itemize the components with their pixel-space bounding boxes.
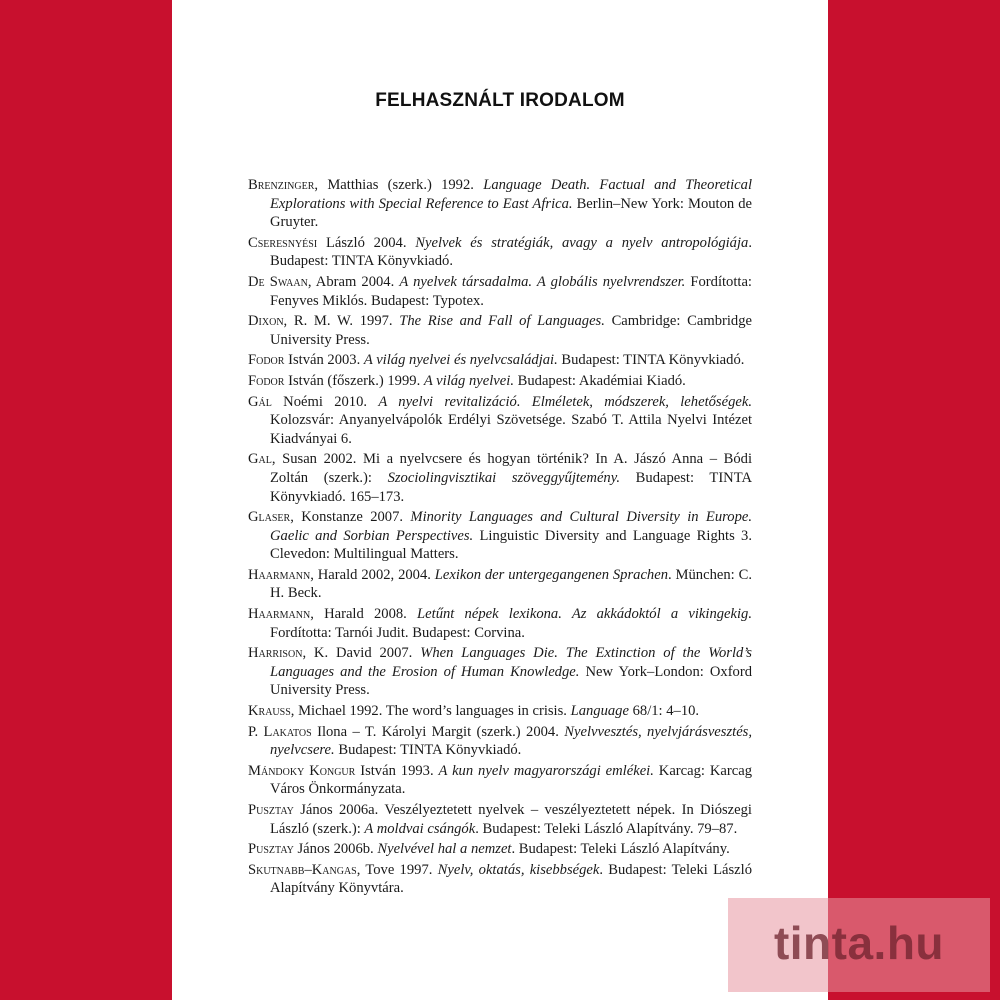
reference-details: , Abram 2004. bbox=[307, 273, 400, 290]
reference-entry bbox=[248, 450, 752, 506]
reference-entry bbox=[248, 723, 752, 760]
reference-entry bbox=[248, 605, 752, 642]
reference-entry bbox=[248, 176, 752, 232]
reference-details: János 2006b. bbox=[293, 841, 378, 858]
reference-author: Krauss bbox=[248, 703, 291, 720]
reference-title: When Languages Die. The Extinction of the World’s Languages and the Erosion of Human Knowledge. bbox=[270, 645, 752, 680]
reference-entry bbox=[248, 273, 752, 310]
reference-title: Letűnt népek lexikona. Az akkádoktól a vikingekig. bbox=[417, 606, 752, 623]
page-title: FELHASZNÁLT IRODALOM bbox=[375, 90, 625, 111]
reference-publisher: Fordította: Tarnói Judit. Budapest: Corvina. bbox=[270, 624, 525, 641]
reference-author: Mándoky Kongur bbox=[248, 762, 356, 779]
reference-author: Haarmann bbox=[248, 606, 311, 623]
reference-details: , Tove 1997. bbox=[356, 861, 438, 878]
reference-title: A moldvai csángók bbox=[364, 820, 476, 837]
reference-title: Nyelvek és stratégiák, avagy a nyelv antropológiája bbox=[415, 234, 749, 251]
reference-entry bbox=[248, 508, 752, 564]
reference-details: László 2004. bbox=[317, 234, 416, 251]
reference-author: Glaser bbox=[248, 509, 291, 526]
reference-publisher: 68/1: 4–10. bbox=[628, 703, 700, 720]
reference-publisher: . Budapest: Teleki László Alapítvány. 79–87. bbox=[475, 820, 738, 837]
reference-publisher: Kolozsvár: Anyanyelvápolók Erdélyi Szövetsége. Szabó T. Attila Nyelvi Intézet Kiadványai 6. bbox=[270, 412, 752, 447]
reference-author: Haarmann bbox=[248, 566, 311, 583]
reference-author: Harrison bbox=[248, 645, 303, 662]
reference-entry bbox=[248, 312, 752, 349]
reference-author: Skutnabb–Kangas bbox=[248, 861, 357, 878]
reference-author: Fodor bbox=[248, 372, 285, 389]
reference-entry bbox=[248, 644, 752, 700]
reference-publisher: Fordította: Fenyves Miklós. Budapest: Typotex. bbox=[270, 273, 752, 309]
reference-publisher: Budapest: Akadémiai Kiadó. bbox=[513, 372, 686, 389]
reference-details: , K. David 2007. bbox=[302, 645, 421, 662]
reference-publisher: Cambridge: Cambridge University Press. bbox=[270, 313, 752, 348]
reference-details: , R. M. W. 1997. bbox=[283, 313, 400, 330]
reference-author: Pusztay bbox=[248, 841, 294, 858]
reference-entry bbox=[248, 762, 752, 799]
reference-details: István 2003. bbox=[284, 352, 364, 369]
reference-title: Nyelvével hal a nemzet bbox=[377, 841, 512, 858]
reference-entry bbox=[248, 566, 752, 603]
reference-entry bbox=[248, 351, 752, 370]
reference-entry bbox=[248, 840, 752, 859]
reference-publisher: New York–London: Oxford University Press. bbox=[270, 663, 753, 699]
reference-publisher: . Budapest: Teleki László Alapítvány. bbox=[511, 841, 730, 858]
reference-publisher: Budapest: TINTA Könyvkiadó. bbox=[557, 352, 745, 369]
reference-details: István (főszerk.) 1999. bbox=[284, 372, 424, 389]
reference-entry bbox=[248, 234, 752, 271]
reference-publisher: Budapest: TINTA Könyvkiadó. bbox=[334, 742, 522, 759]
reference-entry bbox=[248, 372, 752, 391]
reference-details: , Harald 2002, 2004. bbox=[310, 566, 435, 583]
reference-author: Fodor bbox=[248, 352, 285, 369]
reference-entry bbox=[248, 861, 752, 898]
reference-title: Minority Languages and Cultural Diversity in Europe. Gaelic and Sorbian Perspectives. bbox=[270, 509, 752, 544]
reference-title: A nyelvek társadalma. A globális nyelvrendszer. bbox=[399, 273, 686, 290]
reference-author: P. Lakatos bbox=[248, 723, 312, 740]
reference-publisher: . Budapest: TINTA Könyvkiadó. bbox=[270, 234, 752, 270]
reference-title: The Rise and Fall of Languages. bbox=[399, 313, 605, 330]
reference-title: A világ nyelvei és nyelvcsaládjai. bbox=[363, 352, 558, 369]
reference-details: , Matthias (szerk.) 1992. bbox=[314, 177, 484, 193]
reference-publisher: . München: C. H. Beck. bbox=[270, 566, 752, 602]
watermark-logo: tinta.hu bbox=[773, 917, 945, 969]
reference-author: Brenzinger bbox=[248, 177, 315, 193]
reference-title: Nyelv, oktatás, kisebbségek bbox=[437, 861, 600, 878]
reference-details: Ilona – T. Károlyi Margit (szerk.) 2004. bbox=[311, 723, 565, 740]
reference-publisher: Berlin–New York: Mouton de Gruyter. bbox=[270, 195, 752, 231]
reference-entry bbox=[248, 801, 752, 838]
reference-details: , Michael 1992. The word’s languages in crisis. bbox=[290, 703, 571, 720]
reference-title: Language bbox=[570, 703, 629, 720]
reference-details: István 1993. bbox=[355, 762, 439, 779]
reference-details: , Konstanze 2007. bbox=[290, 509, 411, 526]
reference-author: Gál bbox=[248, 393, 272, 410]
reference-author: De Swaan bbox=[248, 273, 308, 290]
reference-entry bbox=[248, 702, 752, 721]
reference-title: Szociolingvisztikai szöveggyűjtemény. bbox=[387, 469, 621, 486]
reference-publisher: Budapest: TINTA Könyvkiadó. 165–173. bbox=[270, 469, 753, 505]
reference-details: János 2006a. Veszélyeztetett nyelvek – veszélyeztetett népek. In Diószegi László (szerk.): bbox=[270, 802, 752, 837]
reference-publisher: Linguistic Diversity and Language Rights 3. Clevedon: Multilingual Matters. bbox=[270, 527, 752, 563]
reference-title: A világ nyelvei. bbox=[423, 372, 514, 389]
reference-title: A kun nyelv magyarországi emlékei. bbox=[438, 762, 654, 779]
reference-title: Lexikon der untergegangenen Sprachen bbox=[434, 566, 668, 583]
reference-author: Pusztay bbox=[248, 802, 294, 818]
reference-entry bbox=[248, 393, 752, 449]
reference-author: Cseresnyési bbox=[248, 234, 318, 251]
reference-title: Language Death. Factual and Theoretical Explorations with Special Reference to East Africa. bbox=[270, 177, 752, 212]
reference-publisher: . Budapest: Teleki László Alapítvány Könyvtára. bbox=[270, 861, 752, 897]
reference-details: , Susan 2002. Mi a nyelvcsere és hogyan történik? In A. Jászó Anna – Bódi Zoltán (szerk.): bbox=[270, 451, 752, 486]
reference-author: Gal bbox=[248, 451, 272, 468]
reference-title: A nyelvi revitalizáció. Elméletek, módszerek, lehetőségek. bbox=[378, 393, 752, 410]
reference-publisher: Karcag: Karcag Város Önkormányzata. bbox=[270, 762, 753, 798]
reference-list bbox=[248, 176, 752, 900]
reference-details: , Harald 2008. bbox=[310, 606, 418, 623]
reference-author: Dixon bbox=[248, 313, 284, 330]
book-page bbox=[172, 0, 828, 1000]
reference-details: Noémi 2010. bbox=[271, 393, 379, 410]
reference-title: Nyelvvesztés, nyelvjárásvesztés, nyelvcsere. bbox=[270, 723, 752, 759]
